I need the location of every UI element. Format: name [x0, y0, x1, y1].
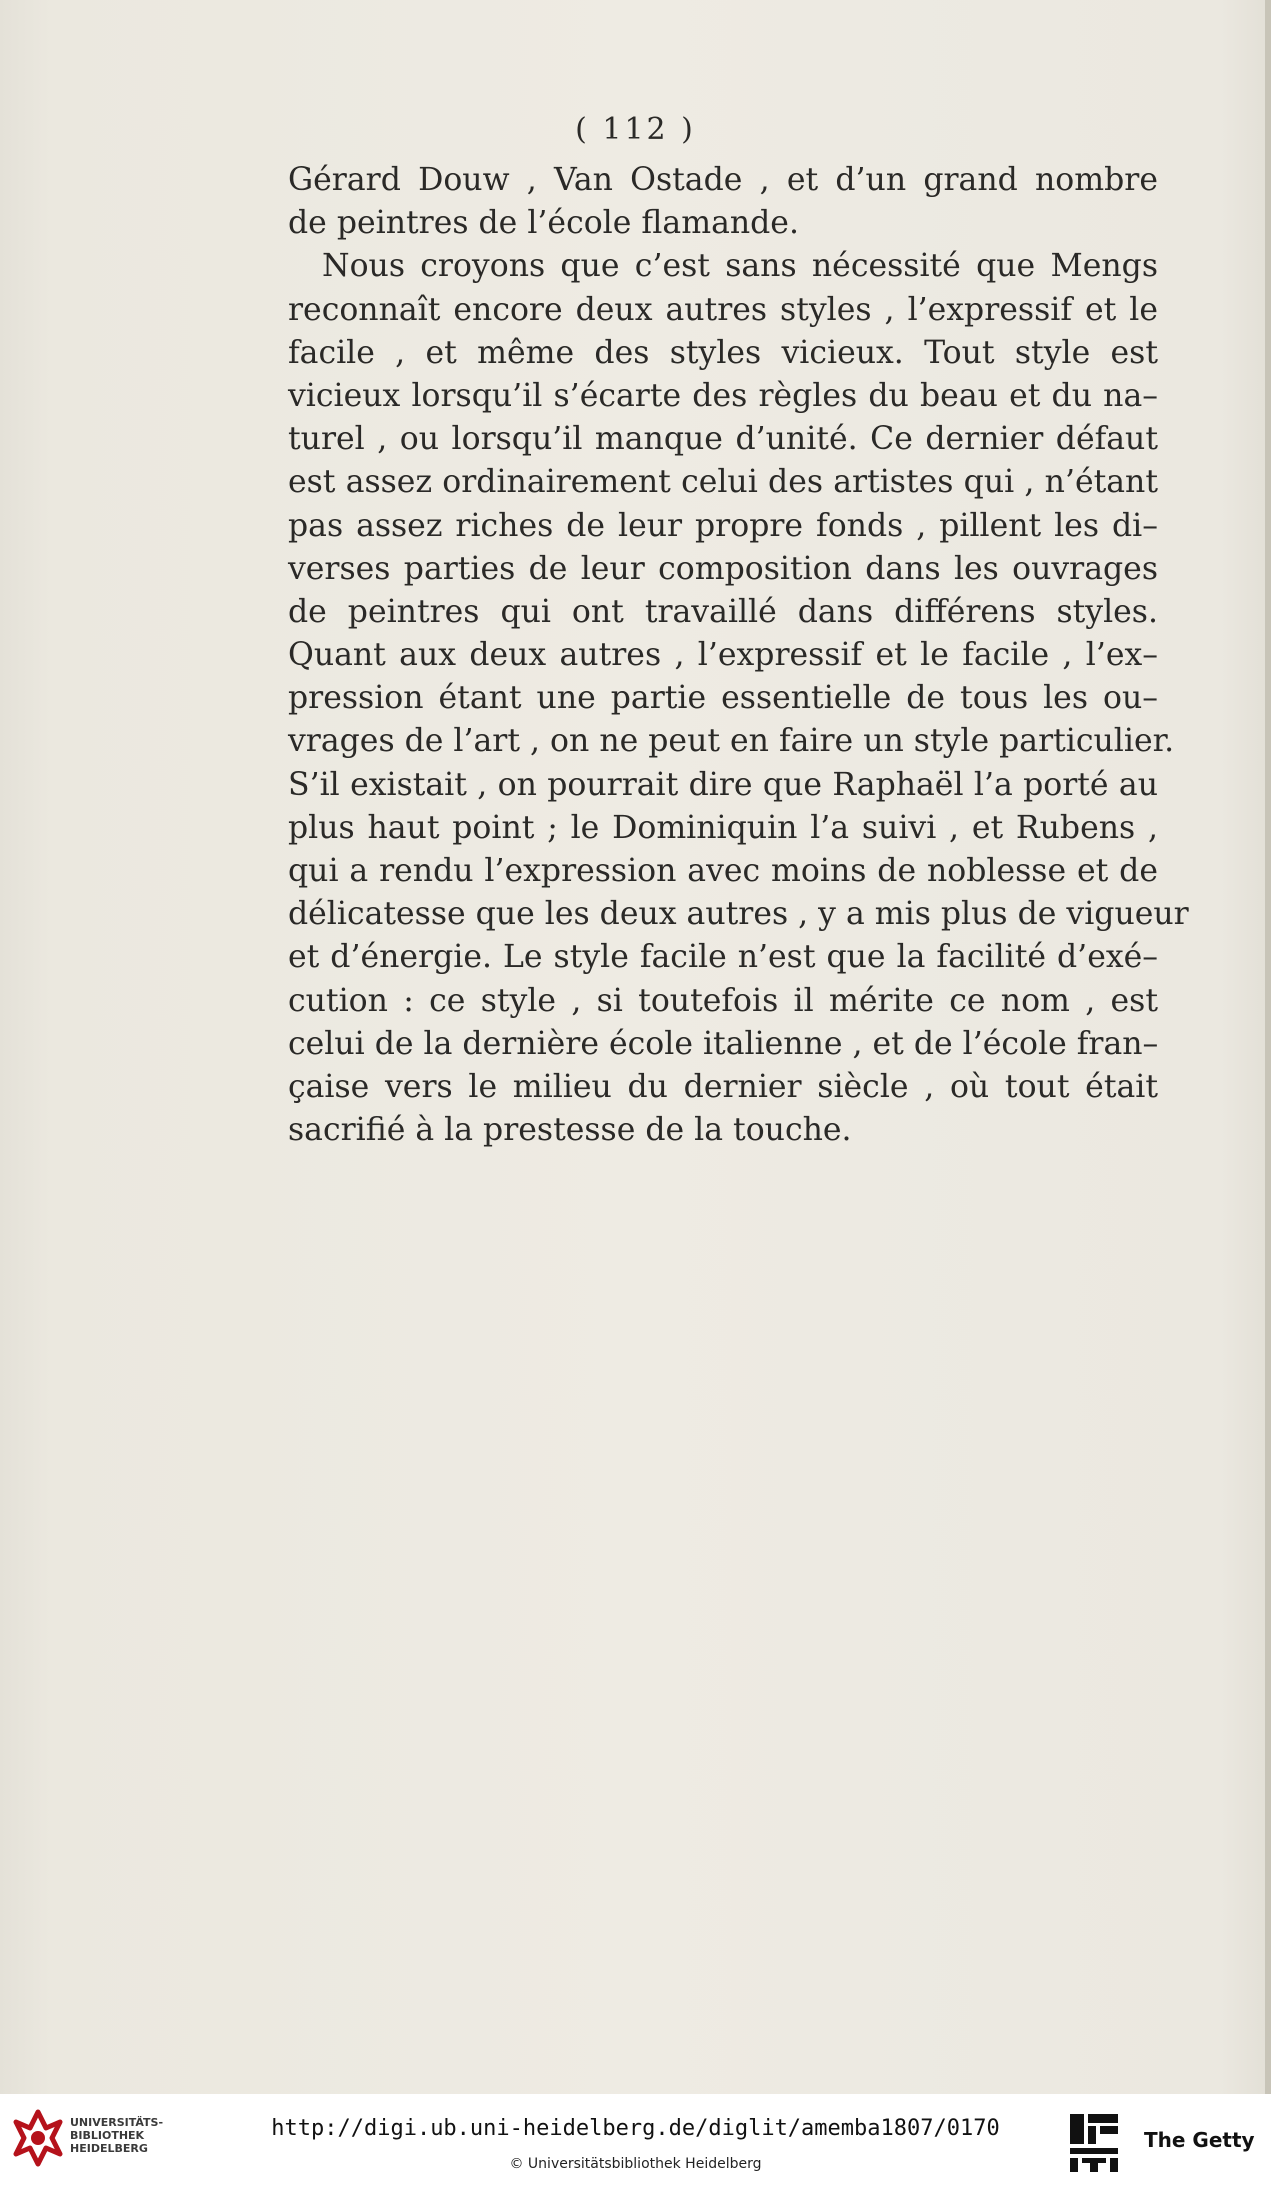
text-line: Quant aux deux autres , l’expressif et le facile , l’ex– — [288, 637, 1158, 674]
text-line: turel , ou lorsqu’il manque d’unité. Ce dernier défaut — [288, 421, 1158, 458]
text-line: Gérard Douw , Van Ostade , et d’un grand nombre — [288, 162, 1158, 198]
text-line: Nous croyons que c’est sans nécessité que Mengs — [322, 248, 1158, 285]
text-line: est assez ordinairement celui des artistes qui , n’étant — [288, 464, 1158, 501]
partner-name: The Getty — [1144, 2128, 1255, 2152]
text-line: qui a rendu l’expression avec moins de noblesse et de — [288, 853, 1158, 889]
copyright-notice: © Universitätsbibliothek Heidelberg — [509, 2156, 762, 2172]
text-line: cution : ce style , si toutefois il mérite ce nom , est — [288, 982, 1158, 1019]
text-line: vicieux lorsqu’il s’écarte des règles du beau et du na– — [288, 377, 1158, 414]
text-line: délicatesse que les deux autres , y a mis plus de vigueur — [288, 896, 1189, 933]
text-line: sacrifié à la prestesse de la touche. — [288, 1112, 852, 1149]
permalink-url[interactable]: http://digi.ub.uni-heidelberg.de/diglit/amemba1807/0170 — [271, 2116, 1000, 2141]
text-line: çaise vers le milieu du dernier siècle , où tout était — [288, 1068, 1158, 1105]
library-name-line: UNIVERSITÄTS- — [70, 2116, 164, 2129]
text-line: pression étant une partie essentielle de tous les ou– — [288, 680, 1158, 717]
library-name-line: HEIDELBERG — [70, 2142, 148, 2155]
text-line: vrages de l’art , on ne peut en faire un style particulier. — [288, 723, 1175, 760]
body-text — [288, 159, 1189, 1152]
page-edge — [1265, 0, 1271, 2094]
text-line: celui de la dernière école italienne , et de l’école fran– — [288, 1025, 1159, 1062]
library-name-line: BIBLIOTHEK — [70, 2129, 145, 2142]
text-line: et d’énergie. Le style facile n’est que la facilité d’exé– — [288, 939, 1158, 976]
text-line: de peintres de l’école flamande. — [288, 205, 799, 242]
text-line: plus haut point ; le Dominiquin l’a suivi , et Rubens , — [288, 809, 1158, 846]
text-line: facile , et même des styles vicieux. Tout style est — [288, 334, 1158, 371]
text-line: de peintres qui ont travaillé dans différens styles. — [288, 593, 1158, 630]
footer-bar — [0, 2094, 1271, 2188]
text-line: reconnaît encore deux autres styles , l’expressif et le — [288, 291, 1158, 328]
getty-logo-icon — [1068, 2112, 1120, 2174]
text-line: verses parties de leur composition dans les ouvrages — [288, 550, 1158, 587]
text-line: pas assez riches de leur propre fonds , pillent les di– — [288, 507, 1158, 544]
page-number: ( 112 ) — [575, 112, 696, 147]
text-line: S’il existait , on pourrait dire que Raphaël l’a porté au — [288, 766, 1158, 803]
